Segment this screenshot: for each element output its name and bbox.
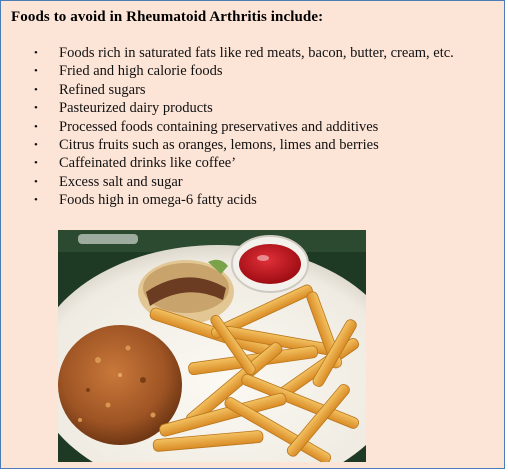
list-item-text: Processed foods containing preservatives and additives: [59, 118, 379, 135]
list-item-text: Foods high in omega-6 fatty acids: [59, 192, 257, 209]
list-item: [1, 118, 506, 136]
list-item: [1, 81, 506, 99]
bullet-icon: •: [34, 175, 38, 188]
ketchup-ramekin: [232, 236, 308, 292]
page-title: Foods to avoid in Rheumatoid Arthritis include:: [11, 9, 324, 25]
list-item: [1, 99, 506, 117]
list-item-text: Fried and high calorie foods: [59, 63, 223, 80]
list-item-text: Excess salt and sugar: [59, 173, 183, 190]
bullet-icon: •: [34, 47, 38, 59]
food-illustration: [58, 230, 366, 462]
bullet-icon: •: [34, 83, 38, 96]
fried-food-plate-photo: [58, 230, 366, 462]
list-item-text: Citrus fruits such as oranges, lemons, limes and berries: [59, 136, 379, 153]
list-item: [1, 136, 506, 154]
list-item-text: Foods rich in saturated fats like red meats, bacon, butter, cream, etc.: [59, 45, 454, 61]
list-item-text: Pasteurized dairy products: [59, 100, 213, 117]
list-item: [1, 44, 506, 62]
bullet-icon: •: [34, 157, 38, 170]
bullet-icon: •: [34, 138, 38, 151]
foods-to-avoid-list: [1, 44, 506, 210]
list-item: [1, 62, 506, 80]
bullet-icon: •: [34, 194, 38, 207]
list-item-text: Refined sugars: [59, 81, 146, 98]
bullet-icon: •: [34, 102, 38, 115]
list-item: [1, 154, 506, 172]
bullet-icon: •: [34, 65, 38, 78]
list-item: [1, 191, 506, 209]
bullet-icon: •: [34, 120, 38, 133]
list-item: [1, 173, 506, 191]
list-item-text: Caffeinated drinks like coffee’: [59, 155, 237, 172]
